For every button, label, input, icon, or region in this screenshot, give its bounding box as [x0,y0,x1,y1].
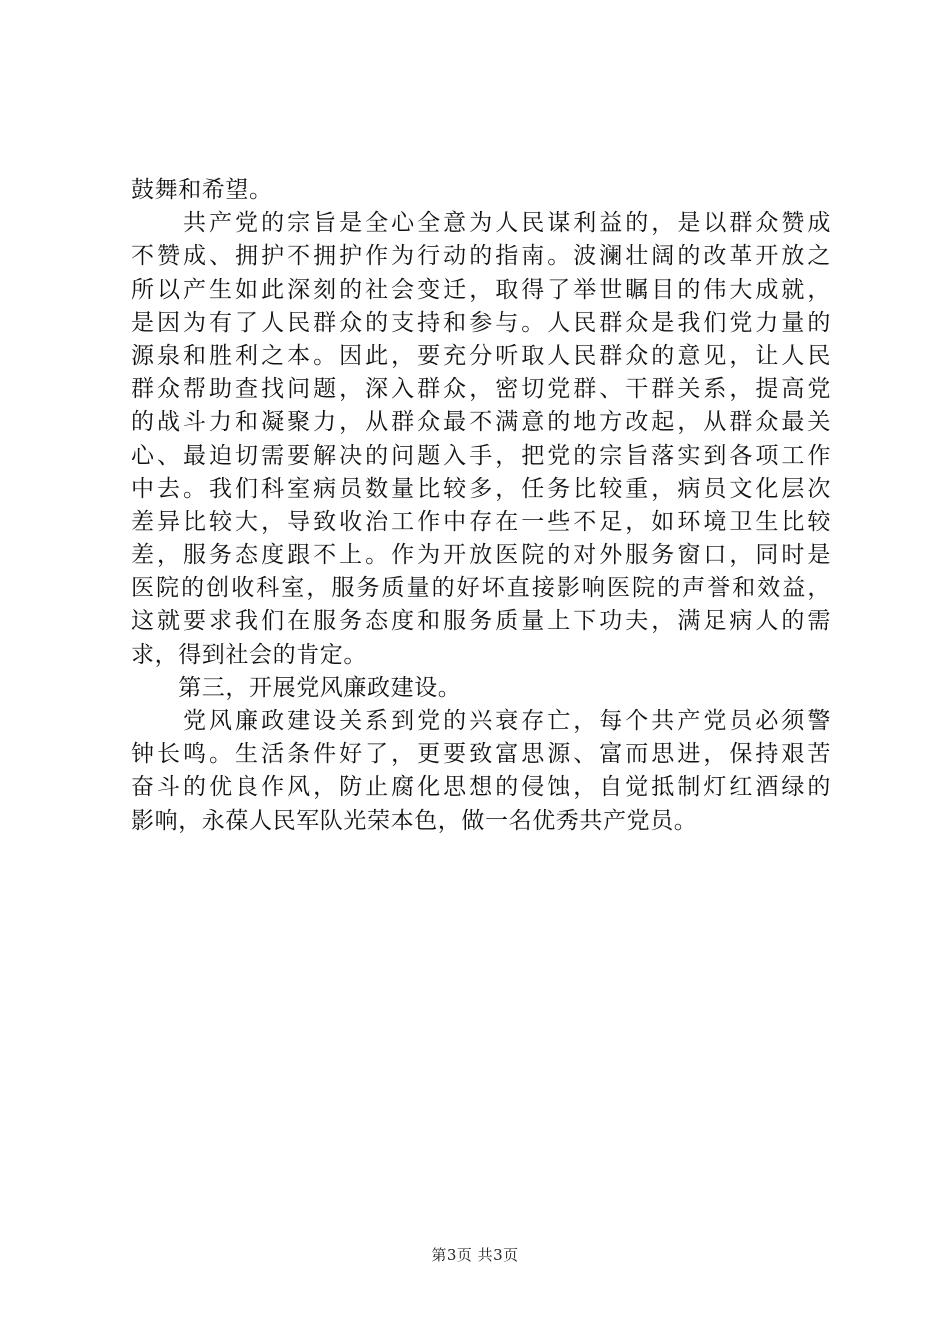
body-text [131,174,831,838]
text-line: 第三，开展党风廉政建设。 [131,674,462,701]
text-line: 源泉和胜利之本。因此，要充分听取人民群众的意见，让人民 [131,342,831,369]
text-line: 奋斗的优良作风，防止腐化思想的侵蚀，自觉抵制灯红酒绿的 [131,774,831,801]
text-line: 群众帮助查找问题，深入群众，密切党群、干群关系，提高党 [131,376,831,403]
text-line: 不赞成、拥护不拥护作为行动的指南。波澜壮阔的改革开放之 [131,243,831,270]
text-line: 鼓舞和希望。 [131,177,273,203]
text-line: 是因为有了人民群众的支持和参与。人民群众是我们党力量的 [131,309,831,336]
text-line: 求，得到社会的肯定。 [131,641,367,668]
text-line: 这就要求我们在服务态度和服务质量上下功夫，满足病人的需 [131,608,831,635]
text-line: 差异比较大，导致收治工作中存在一些不足，如环境卫生比较 [131,508,831,535]
text-line: 心、最迫切需要解决的问题入手，把党的宗旨落实到各项工作 [131,442,831,469]
text-line: 差，服务态度跟不上。作为开放医院的对外服务窗口，同时是 [131,542,831,569]
text-line: 的战斗力和凝聚力，从群众最不满意的地方改起，从群众最关 [131,409,831,436]
text-line: 影响，永葆人民军队光荣本色，做一名优秀共产党员。 [131,807,698,834]
text-line: 医院的创收科室，服务质量的好坏直接影响医院的声誉和效益， [131,575,831,602]
text-line: 所以产生如此深刻的社会变迁，取得了举世瞩目的伟大成就， [131,276,831,303]
page-footer: 第3页 共3页 [431,1246,519,1264]
text-line: 钟长鸣。生活条件好了，更要致富思源、富而思进，保持艰苦 [131,741,831,768]
text-line: 共产党的宗旨是全心全意为人民谋利益的，是以群众赞成 [131,210,831,237]
text-line: 党风廉政建设关系到党的兴衰存亡，每个共产党员必须警 [131,708,831,734]
text-line: 中去。我们科室病员数量比较多，任务比较重，病员文化层次 [131,475,831,502]
